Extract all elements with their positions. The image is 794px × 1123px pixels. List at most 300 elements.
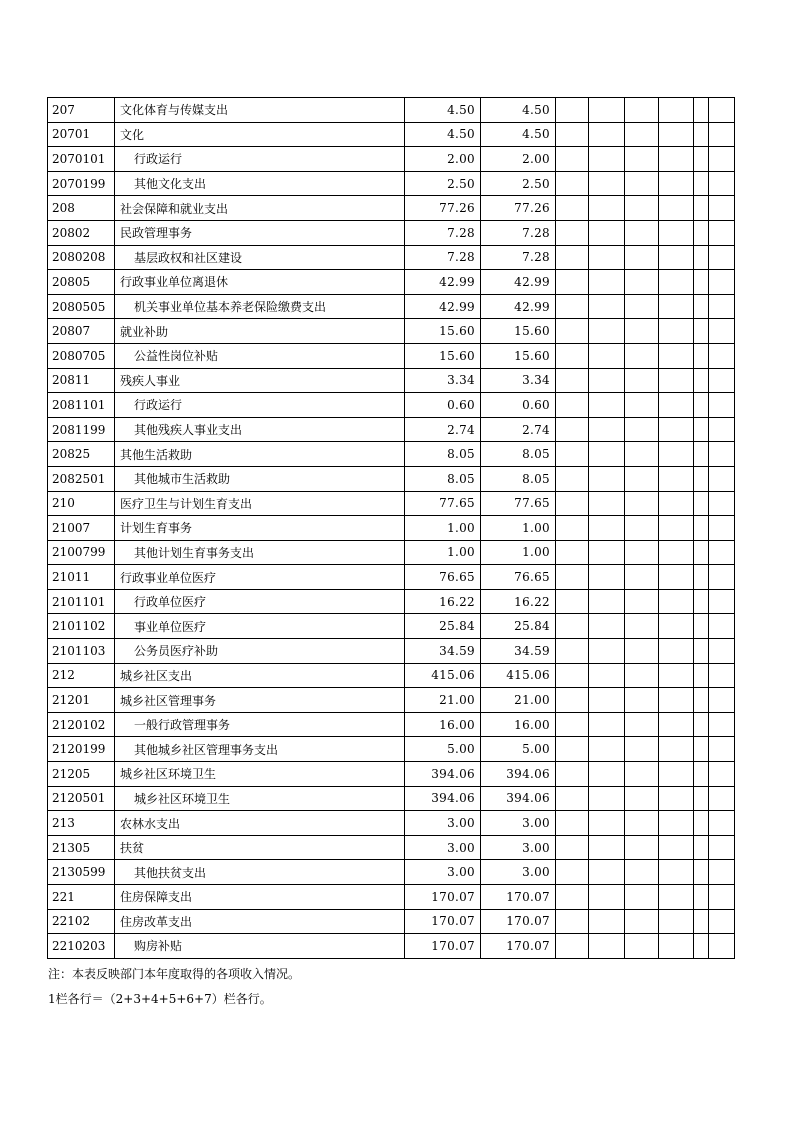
empty-amount-cell — [659, 762, 694, 787]
subject-code-cell: 20802 — [48, 220, 115, 245]
table-row — [48, 270, 735, 295]
empty-amount-cell — [556, 835, 589, 860]
total-amount-cell: 7.28 — [405, 245, 481, 270]
empty-amount-cell — [659, 319, 694, 344]
subject-name-cell: 行政单位医疗 — [115, 589, 405, 614]
empty-amount-cell — [694, 343, 709, 368]
empty-amount-cell — [589, 516, 625, 541]
empty-amount-cell — [556, 245, 589, 270]
total-amount-cell: 3.00 — [405, 835, 481, 860]
empty-amount-cell — [625, 147, 659, 172]
empty-amount-cell — [694, 171, 709, 196]
col2-amount-cell: 76.65 — [481, 565, 556, 590]
empty-amount-cell — [709, 737, 735, 762]
empty-amount-cell — [556, 270, 589, 295]
total-amount-cell: 3.00 — [405, 860, 481, 885]
empty-amount-cell — [589, 245, 625, 270]
empty-amount-cell — [659, 712, 694, 737]
table-row — [48, 245, 735, 270]
subject-code-cell: 2081199 — [48, 417, 115, 442]
subject-code-cell: 2210203 — [48, 934, 115, 959]
empty-amount-cell — [659, 737, 694, 762]
note-line-1: 注：本表反映部门本年度取得的各项收入情况。 — [48, 967, 301, 981]
subject-name-cell: 民政管理事务 — [115, 220, 405, 245]
empty-amount-cell — [659, 639, 694, 664]
col2-amount-cell: 170.07 — [481, 885, 556, 910]
subject-code-cell: 21007 — [48, 516, 115, 541]
empty-amount-cell — [659, 147, 694, 172]
empty-amount-cell — [625, 368, 659, 393]
col2-amount-cell: 394.06 — [481, 786, 556, 811]
empty-amount-cell — [625, 885, 659, 910]
empty-amount-cell — [694, 417, 709, 442]
empty-amount-cell — [694, 270, 709, 295]
empty-amount-cell — [659, 294, 694, 319]
empty-amount-cell — [589, 614, 625, 639]
empty-amount-cell — [709, 319, 735, 344]
subject-code-cell: 2080208 — [48, 245, 115, 270]
total-amount-cell: 1.00 — [405, 540, 481, 565]
subject-name-cell: 计划生育事务 — [115, 516, 405, 541]
empty-amount-cell — [589, 294, 625, 319]
subject-code-cell: 20811 — [48, 368, 115, 393]
empty-amount-cell — [556, 934, 589, 959]
empty-amount-cell — [589, 171, 625, 196]
empty-amount-cell — [556, 294, 589, 319]
empty-amount-cell — [709, 270, 735, 295]
empty-amount-cell — [694, 909, 709, 934]
subject-name-cell: 其他扶贫支出 — [115, 860, 405, 885]
empty-amount-cell — [709, 565, 735, 590]
empty-amount-cell — [556, 442, 589, 467]
table-row — [48, 614, 735, 639]
empty-amount-cell — [625, 466, 659, 491]
empty-amount-cell — [625, 663, 659, 688]
total-amount-cell: 76.65 — [405, 565, 481, 590]
empty-amount-cell — [659, 343, 694, 368]
total-amount-cell: 77.26 — [405, 196, 481, 221]
empty-amount-cell — [589, 319, 625, 344]
empty-amount-cell — [694, 516, 709, 541]
empty-amount-cell — [589, 393, 625, 418]
subject-code-cell: 2070199 — [48, 171, 115, 196]
empty-amount-cell — [625, 98, 659, 123]
empty-amount-cell — [709, 417, 735, 442]
empty-amount-cell — [659, 909, 694, 934]
empty-amount-cell — [589, 368, 625, 393]
col2-amount-cell: 2.00 — [481, 147, 556, 172]
empty-amount-cell — [709, 663, 735, 688]
empty-amount-cell — [556, 516, 589, 541]
subject-name-cell: 行政事业单位离退休 — [115, 270, 405, 295]
empty-amount-cell — [625, 737, 659, 762]
table-row — [48, 171, 735, 196]
subject-code-cell: 2080705 — [48, 343, 115, 368]
empty-amount-cell — [589, 491, 625, 516]
empty-amount-cell — [589, 762, 625, 787]
col2-amount-cell: 1.00 — [481, 540, 556, 565]
empty-amount-cell — [709, 196, 735, 221]
col2-amount-cell: 3.34 — [481, 368, 556, 393]
empty-amount-cell — [589, 909, 625, 934]
total-amount-cell: 3.34 — [405, 368, 481, 393]
empty-amount-cell — [556, 565, 589, 590]
empty-amount-cell — [556, 860, 589, 885]
empty-amount-cell — [625, 811, 659, 836]
subject-name-cell: 城乡社区环境卫生 — [115, 786, 405, 811]
total-amount-cell: 170.07 — [405, 909, 481, 934]
budget-table — [47, 97, 735, 959]
empty-amount-cell — [659, 220, 694, 245]
empty-amount-cell — [625, 343, 659, 368]
empty-amount-cell — [694, 491, 709, 516]
col2-amount-cell: 7.28 — [481, 245, 556, 270]
empty-amount-cell — [556, 147, 589, 172]
total-amount-cell: 34.59 — [405, 639, 481, 664]
empty-amount-cell — [556, 171, 589, 196]
subject-code-cell: 2120501 — [48, 786, 115, 811]
table-row — [48, 540, 735, 565]
subject-code-cell: 20701 — [48, 122, 115, 147]
subject-name-cell: 其他计划生育事务支出 — [115, 540, 405, 565]
subject-name-cell: 残疾人事业 — [115, 368, 405, 393]
empty-amount-cell — [625, 442, 659, 467]
table-row — [48, 294, 735, 319]
total-amount-cell: 170.07 — [405, 885, 481, 910]
empty-amount-cell — [556, 417, 589, 442]
col2-amount-cell: 21.00 — [481, 688, 556, 713]
empty-amount-cell — [625, 614, 659, 639]
table-body — [48, 98, 735, 959]
col2-amount-cell: 8.05 — [481, 466, 556, 491]
empty-amount-cell — [694, 737, 709, 762]
total-amount-cell: 3.00 — [405, 811, 481, 836]
empty-amount-cell — [709, 393, 735, 418]
subject-name-cell: 社会保障和就业支出 — [115, 196, 405, 221]
subject-code-cell: 2100799 — [48, 540, 115, 565]
empty-amount-cell — [709, 909, 735, 934]
total-amount-cell: 8.05 — [405, 442, 481, 467]
empty-amount-cell — [625, 762, 659, 787]
subject-code-cell: 210 — [48, 491, 115, 516]
empty-amount-cell — [659, 565, 694, 590]
empty-amount-cell — [556, 540, 589, 565]
empty-amount-cell — [625, 319, 659, 344]
empty-amount-cell — [625, 245, 659, 270]
subject-code-cell: 22102 — [48, 909, 115, 934]
col2-amount-cell: 3.00 — [481, 835, 556, 860]
empty-amount-cell — [709, 762, 735, 787]
empty-amount-cell — [625, 786, 659, 811]
total-amount-cell: 0.60 — [405, 393, 481, 418]
empty-amount-cell — [589, 565, 625, 590]
empty-amount-cell — [709, 540, 735, 565]
empty-amount-cell — [589, 122, 625, 147]
table-row — [48, 196, 735, 221]
empty-amount-cell — [589, 737, 625, 762]
empty-amount-cell — [659, 368, 694, 393]
empty-amount-cell — [694, 811, 709, 836]
subject-name-cell: 行政运行 — [115, 393, 405, 418]
table-row — [48, 393, 735, 418]
empty-amount-cell — [709, 712, 735, 737]
subject-name-cell: 就业补助 — [115, 319, 405, 344]
empty-amount-cell — [659, 196, 694, 221]
empty-amount-cell — [709, 639, 735, 664]
subject-name-cell: 行政事业单位医疗 — [115, 565, 405, 590]
empty-amount-cell — [659, 786, 694, 811]
empty-amount-cell — [659, 122, 694, 147]
col2-amount-cell: 2.74 — [481, 417, 556, 442]
col2-amount-cell: 77.65 — [481, 491, 556, 516]
total-amount-cell: 16.00 — [405, 712, 481, 737]
empty-amount-cell — [556, 196, 589, 221]
col2-amount-cell: 170.07 — [481, 934, 556, 959]
table-row — [48, 442, 735, 467]
empty-amount-cell — [556, 220, 589, 245]
table-row — [48, 909, 735, 934]
empty-amount-cell — [709, 294, 735, 319]
empty-amount-cell — [625, 639, 659, 664]
empty-amount-cell — [556, 712, 589, 737]
empty-amount-cell — [694, 934, 709, 959]
empty-amount-cell — [556, 614, 589, 639]
empty-amount-cell — [694, 147, 709, 172]
empty-amount-cell — [556, 909, 589, 934]
empty-amount-cell — [625, 688, 659, 713]
subject-code-cell: 2120199 — [48, 737, 115, 762]
empty-amount-cell — [625, 565, 659, 590]
empty-amount-cell — [659, 393, 694, 418]
subject-code-cell: 213 — [48, 811, 115, 836]
empty-amount-cell — [694, 786, 709, 811]
col2-amount-cell: 1.00 — [481, 516, 556, 541]
note-line-2: 1栏各行＝（2+3+4+5+6+7）栏各行。 — [48, 992, 272, 1006]
subject-name-cell: 其他城市生活救助 — [115, 466, 405, 491]
total-amount-cell: 394.06 — [405, 762, 481, 787]
subject-code-cell: 20825 — [48, 442, 115, 467]
empty-amount-cell — [709, 343, 735, 368]
subject-code-cell: 2120102 — [48, 712, 115, 737]
empty-amount-cell — [709, 171, 735, 196]
empty-amount-cell — [694, 614, 709, 639]
empty-amount-cell — [694, 860, 709, 885]
total-amount-cell: 8.05 — [405, 466, 481, 491]
empty-amount-cell — [589, 442, 625, 467]
empty-amount-cell — [694, 663, 709, 688]
empty-amount-cell — [709, 122, 735, 147]
empty-amount-cell — [659, 466, 694, 491]
subject-code-cell: 21201 — [48, 688, 115, 713]
empty-amount-cell — [556, 589, 589, 614]
table-row — [48, 417, 735, 442]
empty-amount-cell — [694, 540, 709, 565]
empty-amount-cell — [556, 393, 589, 418]
empty-amount-cell — [694, 639, 709, 664]
empty-amount-cell — [556, 491, 589, 516]
subject-code-cell: 21305 — [48, 835, 115, 860]
empty-amount-cell — [625, 516, 659, 541]
total-amount-cell: 21.00 — [405, 688, 481, 713]
total-amount-cell: 4.50 — [405, 122, 481, 147]
empty-amount-cell — [589, 885, 625, 910]
empty-amount-cell — [589, 688, 625, 713]
empty-amount-cell — [556, 663, 589, 688]
empty-amount-cell — [659, 491, 694, 516]
table-row — [48, 762, 735, 787]
empty-amount-cell — [659, 835, 694, 860]
empty-amount-cell — [694, 762, 709, 787]
empty-amount-cell — [709, 466, 735, 491]
subject-code-cell: 221 — [48, 885, 115, 910]
empty-amount-cell — [659, 540, 694, 565]
empty-amount-cell — [625, 393, 659, 418]
empty-amount-cell — [589, 639, 625, 664]
empty-amount-cell — [556, 688, 589, 713]
total-amount-cell: 77.65 — [405, 491, 481, 516]
empty-amount-cell — [659, 663, 694, 688]
subject-name-cell: 公益性岗位补贴 — [115, 343, 405, 368]
empty-amount-cell — [659, 270, 694, 295]
subject-name-cell: 事业单位医疗 — [115, 614, 405, 639]
empty-amount-cell — [556, 98, 589, 123]
table-row — [48, 639, 735, 664]
empty-amount-cell — [694, 885, 709, 910]
table-row — [48, 466, 735, 491]
table-row — [48, 319, 735, 344]
empty-amount-cell — [625, 171, 659, 196]
empty-amount-cell — [625, 220, 659, 245]
subject-code-cell: 2080505 — [48, 294, 115, 319]
empty-amount-cell — [694, 319, 709, 344]
empty-amount-cell — [709, 688, 735, 713]
empty-amount-cell — [694, 122, 709, 147]
empty-amount-cell — [556, 343, 589, 368]
empty-amount-cell — [589, 466, 625, 491]
total-amount-cell: 15.60 — [405, 319, 481, 344]
total-amount-cell: 4.50 — [405, 98, 481, 123]
subject-name-cell: 行政运行 — [115, 147, 405, 172]
empty-amount-cell — [556, 885, 589, 910]
empty-amount-cell — [709, 835, 735, 860]
table-row — [48, 343, 735, 368]
table-row — [48, 122, 735, 147]
empty-amount-cell — [709, 811, 735, 836]
empty-amount-cell — [659, 688, 694, 713]
empty-amount-cell — [694, 466, 709, 491]
empty-amount-cell — [589, 786, 625, 811]
empty-amount-cell — [625, 835, 659, 860]
col2-amount-cell: 415.06 — [481, 663, 556, 688]
empty-amount-cell — [589, 811, 625, 836]
empty-amount-cell — [556, 466, 589, 491]
empty-amount-cell — [709, 614, 735, 639]
empty-amount-cell — [625, 540, 659, 565]
empty-amount-cell — [709, 516, 735, 541]
empty-amount-cell — [625, 934, 659, 959]
subject-code-cell: 2101103 — [48, 639, 115, 664]
total-amount-cell: 2.74 — [405, 417, 481, 442]
total-amount-cell: 415.06 — [405, 663, 481, 688]
empty-amount-cell — [625, 294, 659, 319]
col2-amount-cell: 42.99 — [481, 270, 556, 295]
empty-amount-cell — [694, 712, 709, 737]
subject-name-cell: 机关事业单位基本养老保险缴费支出 — [115, 294, 405, 319]
empty-amount-cell — [589, 417, 625, 442]
empty-amount-cell — [709, 220, 735, 245]
total-amount-cell: 16.22 — [405, 589, 481, 614]
empty-amount-cell — [694, 565, 709, 590]
table-notes — [48, 962, 300, 1012]
empty-amount-cell — [589, 196, 625, 221]
col2-amount-cell: 77.26 — [481, 196, 556, 221]
subject-name-cell: 基层政权和社区建设 — [115, 245, 405, 270]
empty-amount-cell — [556, 319, 589, 344]
subject-code-cell: 212 — [48, 663, 115, 688]
empty-amount-cell — [589, 540, 625, 565]
empty-amount-cell — [625, 491, 659, 516]
subject-code-cell: 2082501 — [48, 466, 115, 491]
subject-name-cell: 扶贫 — [115, 835, 405, 860]
subject-name-cell: 其他城乡社区管理事务支出 — [115, 737, 405, 762]
empty-amount-cell — [625, 712, 659, 737]
empty-amount-cell — [556, 368, 589, 393]
subject-code-cell: 20807 — [48, 319, 115, 344]
col2-amount-cell: 394.06 — [481, 762, 556, 787]
col2-amount-cell: 34.59 — [481, 639, 556, 664]
empty-amount-cell — [589, 589, 625, 614]
subject-code-cell: 2101101 — [48, 589, 115, 614]
col2-amount-cell: 42.99 — [481, 294, 556, 319]
subject-name-cell: 城乡社区管理事务 — [115, 688, 405, 713]
empty-amount-cell — [694, 294, 709, 319]
table-row — [48, 663, 735, 688]
subject-code-cell: 2130599 — [48, 860, 115, 885]
empty-amount-cell — [694, 688, 709, 713]
col2-amount-cell: 2.50 — [481, 171, 556, 196]
empty-amount-cell — [589, 860, 625, 885]
empty-amount-cell — [659, 245, 694, 270]
col2-amount-cell: 16.00 — [481, 712, 556, 737]
empty-amount-cell — [709, 786, 735, 811]
empty-amount-cell — [694, 196, 709, 221]
table-row — [48, 712, 735, 737]
col2-amount-cell: 4.50 — [481, 98, 556, 123]
total-amount-cell: 170.07 — [405, 934, 481, 959]
empty-amount-cell — [659, 516, 694, 541]
empty-amount-cell — [709, 934, 735, 959]
subject-name-cell: 农林水支出 — [115, 811, 405, 836]
table-row — [48, 220, 735, 245]
empty-amount-cell — [709, 589, 735, 614]
total-amount-cell: 2.00 — [405, 147, 481, 172]
empty-amount-cell — [589, 343, 625, 368]
empty-amount-cell — [556, 762, 589, 787]
col2-amount-cell: 3.00 — [481, 860, 556, 885]
subject-code-cell: 208 — [48, 196, 115, 221]
empty-amount-cell — [659, 589, 694, 614]
subject-name-cell: 医疗卫生与计划生育支出 — [115, 491, 405, 516]
col2-amount-cell: 0.60 — [481, 393, 556, 418]
subject-code-cell: 2101102 — [48, 614, 115, 639]
empty-amount-cell — [709, 491, 735, 516]
table-row — [48, 934, 735, 959]
table-row — [48, 688, 735, 713]
empty-amount-cell — [556, 639, 589, 664]
empty-amount-cell — [694, 220, 709, 245]
total-amount-cell: 1.00 — [405, 516, 481, 541]
empty-amount-cell — [659, 811, 694, 836]
